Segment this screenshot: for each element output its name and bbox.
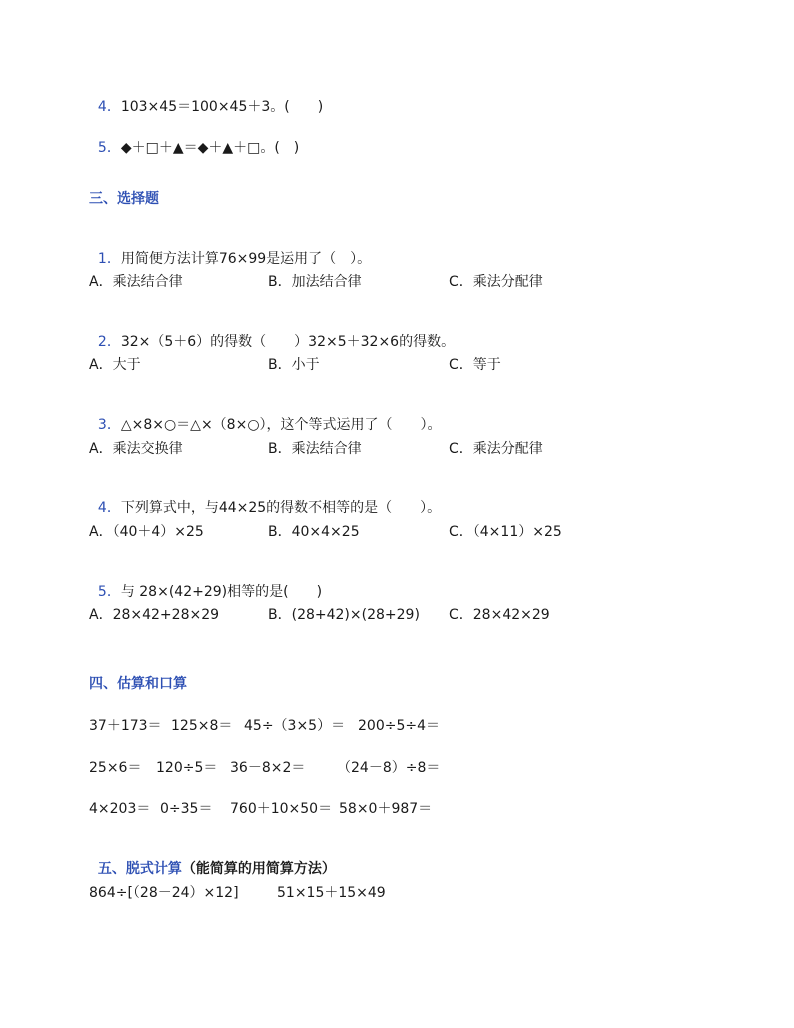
option-b: B．小于: [268, 357, 320, 373]
option-a: A．乘法交换律: [89, 441, 183, 457]
option-a: A．28×42+28×29: [89, 607, 220, 623]
question-number: 3．: [97, 417, 121, 433]
option-c: C．乘法分配律: [449, 441, 543, 457]
judge-question-5: [89, 121, 299, 157]
option-c: C．（4×11）×25: [449, 524, 562, 540]
option-b: B．加法结合律: [268, 274, 362, 290]
section-heading-note: （能简算的用简算方法）: [181, 861, 336, 877]
calc-item: 25×6＝: [89, 760, 142, 776]
choice-question-1: [89, 232, 371, 268]
option-a: A．乘法结合律: [89, 274, 183, 290]
question-number: 5．: [97, 140, 121, 156]
calc-item: （24－8）÷8＝: [337, 760, 441, 776]
option-b: B．乘法结合律: [268, 441, 362, 457]
step-calc-item: 864÷[（28－24）×12]: [89, 885, 239, 901]
option-b: B．(28+42)×(28+29): [268, 607, 420, 623]
choice-question-5: [89, 565, 322, 601]
question-text: 下列算式中，与44×25的得数不相等的是（ ）。: [120, 500, 442, 516]
question-number: 2．: [97, 334, 121, 350]
section-heading-step-calc: [89, 842, 336, 878]
calc-item: 37＋173＝: [89, 718, 162, 734]
choice-question-2: [89, 315, 455, 351]
section-heading-choice: 三、选择题: [89, 191, 159, 207]
calc-item: 200÷5÷4＝: [358, 718, 440, 734]
question-text: 32×（5＋6）的得数（ ）32×5＋32×6的得数。: [120, 334, 456, 350]
option-c: C．28×42×29: [449, 607, 550, 623]
question-number: 1．: [97, 251, 121, 267]
question-text: 与 28×(42+29)相等的是( ): [120, 584, 323, 600]
step-calc-item: 51×15＋15×49: [277, 885, 386, 901]
section-heading-mental-math: 四、估算和口算: [89, 676, 187, 692]
calc-item: 120÷5＝: [156, 760, 218, 776]
section-heading-text: 五、脱式计算: [97, 861, 182, 877]
calc-item: 760＋10×50＝: [230, 801, 333, 817]
question-text: 103×45＝100×45＋3。( ): [120, 99, 324, 115]
option-a: A．大于: [89, 357, 141, 373]
option-c: C．等于: [449, 357, 501, 373]
question-text: ◆＋□＋▲＝◆＋▲＋□。( ): [120, 140, 300, 156]
option-a: A．（40＋4）×25: [89, 524, 204, 540]
calc-item: 4×203＝: [89, 801, 151, 817]
calc-item: 0÷35＝: [160, 801, 213, 817]
calc-item: 58×0＋987＝: [339, 801, 433, 817]
option-c: C．乘法分配律: [449, 274, 543, 290]
question-number: 4．: [97, 99, 121, 115]
question-text: △×8×○＝△×（8×○），这个等式运用了（ ）。: [120, 417, 442, 433]
calc-item: 45÷（3×5）＝: [244, 718, 346, 734]
option-b: B．40×4×25: [268, 524, 360, 540]
calc-item: 125×8＝: [171, 718, 233, 734]
question-text: 用简便方法计算76×99是运用了（ ）。: [120, 251, 372, 267]
question-number: 5．: [97, 584, 121, 600]
choice-question-4: [89, 481, 441, 517]
choice-question-3: [89, 398, 442, 434]
question-number: 4．: [97, 500, 121, 516]
judge-question-4: [89, 80, 323, 116]
calc-item: 36－8×2＝: [230, 760, 306, 776]
